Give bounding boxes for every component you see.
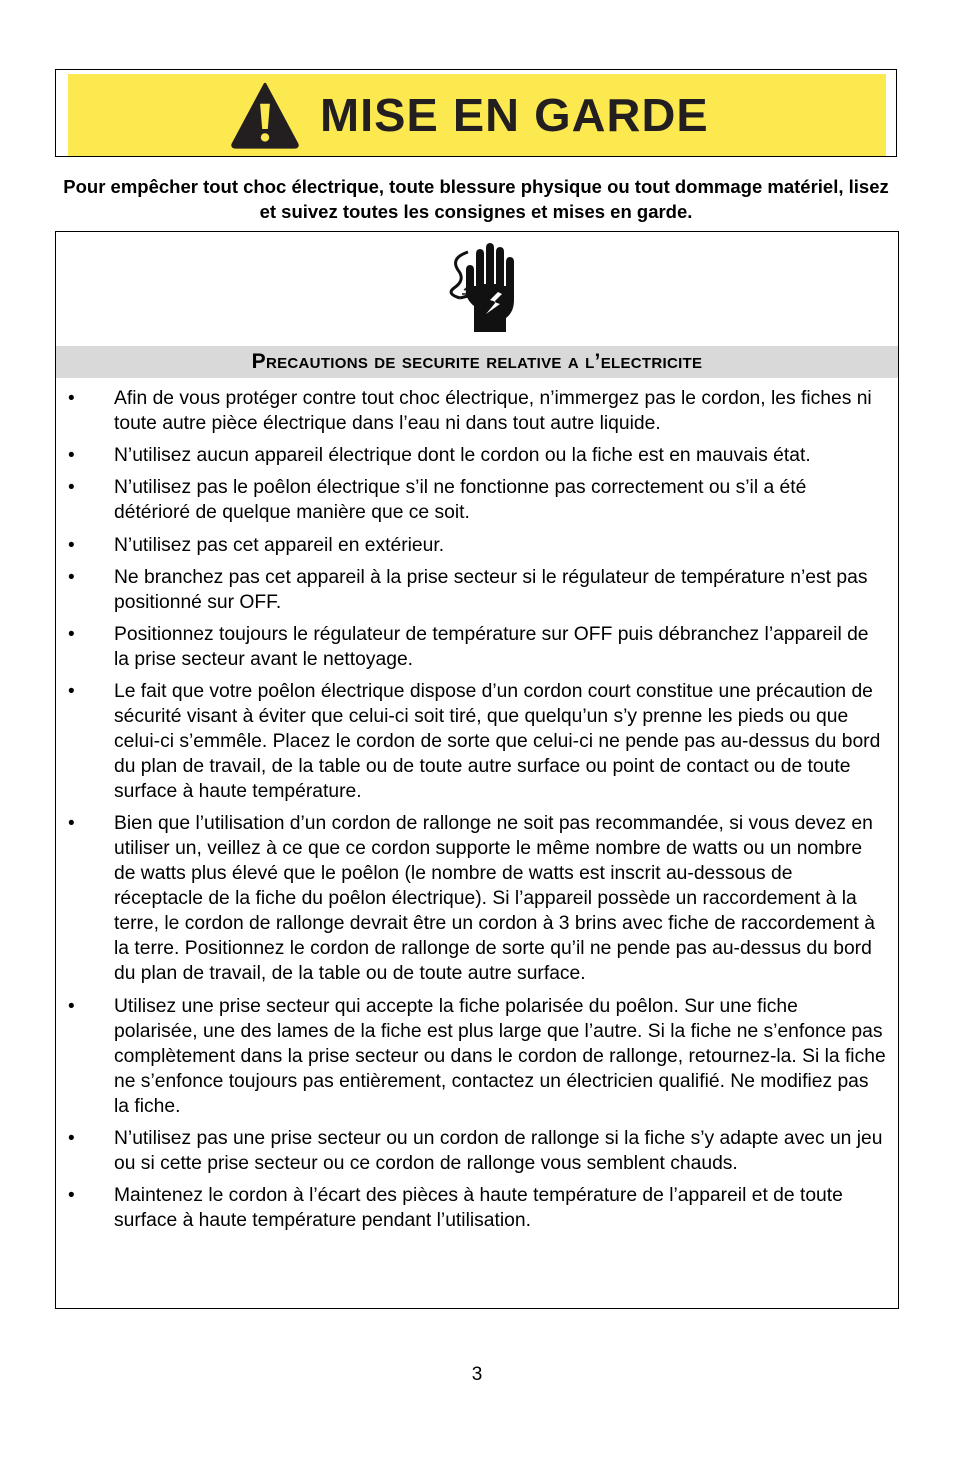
list-item-text: N’utilisez pas une prise secteur ou un cordon de rallonge si la fiche s’y adapte avec un jeu ou si cette prise secteur ou ce cordon de rallonge vous semblent chauds. (114, 1127, 883, 1174)
list-item-text: N’utilisez pas le poêlon électrique s’il ne fonctionne pas correctement ou s’il a été détérioré de quelque manière que ce soit. (114, 477, 807, 524)
list-item-text: Bien que l’utilisation d’un cordon de rallonge ne soit pas recommandée, si vous devez en utiliser un, veillez à ce que ce cordon supporte le même nombre de watts ou un nombre de watts plus élevé que le poêlon (le nombre de watts est inscrit au-dessous de réceptacle de la fiche du poêlon électrique). Si l’appareil possède un raccordement à la terre, le cordon de rallonge devrait être un cordon à 3 brins avec fiche de raccordement à la terre. Positionnez le cordon de rallonge de sorte qu’il ne pende pas au-dessus du bord du plan de travail, de la table ou de toute autre surface. (114, 813, 875, 985)
list-item (56, 1126, 898, 1176)
bullet: • (68, 477, 75, 499)
list-item-text: N’utilisez aucun appareil électrique dont le cordon ou la fiche est en mauvais état. (114, 445, 811, 467)
bullet: • (68, 995, 75, 1017)
list-item (56, 811, 898, 986)
electrical-safety-section (55, 231, 899, 1309)
page-number: 3 (471, 1364, 483, 1385)
list-item-text: Maintenez le cordon à l’écart des pièces à haute température de l’appareil et de toute surface à haute température pendant l’utilisation. (114, 1184, 843, 1231)
list-item-text: Positionnez toujours le régulateur de température sur OFF puis débranchez l’appareil de la prise secteur avant le nettoyage. (114, 623, 869, 670)
list-item (56, 386, 898, 436)
list-item (56, 679, 898, 804)
warning-header (55, 69, 897, 157)
bullet: • (68, 1127, 75, 1149)
section-header (56, 346, 898, 378)
list-item-text: Utilisez une prise secteur qui accepte la fiche polarisée du poêlon. Sur une fiche polarisée, une des lames de la fiche est plus large que l’autre. Si la fiche ne s’enfonce pas complètement dans la prise secteur ou dans le cordon de rallonge, retournez-la. Si la fiche ne s’enfonce toujours pas entièrement, contactez un électricien qualifié. Ne modifiez pas la fiche. (114, 995, 886, 1117)
list-item (56, 475, 898, 525)
bullet: • (68, 813, 75, 835)
list-item-text: N’utilisez pas cet appareil en extérieur. (114, 534, 445, 556)
list-item-text: Ne branchez pas cet appareil à la prise secteur si le régulateur de température n’est pas positionné sur OFF. (114, 566, 868, 613)
bullet: • (68, 388, 75, 409)
warning-triangle-icon (230, 80, 300, 150)
bullet: • (68, 623, 75, 645)
list-item (56, 533, 898, 558)
warning-banner (68, 74, 886, 156)
bullet: • (68, 1184, 75, 1206)
precautions-list (56, 386, 898, 1240)
list-item-text: Afin de vous protéger contre tout choc électrique, n’immergez pas le cordon, les fiches ni toute autre pièce électrique dans l’eau ni dans tout autre liquide. (114, 388, 872, 434)
section-title: Precautions de securite relative a l’electricite (251, 350, 703, 373)
bullet: • (68, 681, 75, 703)
list-item (56, 994, 898, 1119)
list-item (56, 565, 898, 615)
list-item (56, 443, 898, 468)
intro-text: Pour empêcher tout choc électrique, toute blessure physique ou tout dommage matériel, lisez et suivez toutes les consignes et mises en garde. (63, 176, 889, 222)
list-item (56, 622, 898, 672)
electric-shock-hand-icon (440, 240, 526, 336)
bullet: • (68, 534, 75, 556)
bullet: • (68, 445, 75, 467)
list-item (56, 1183, 898, 1233)
list-item-text: Le fait que votre poêlon électrique dispose d’un cordon court constitue une précaution de sécurité visant à éviter que celui-ci soit tiré, que quelqu’un s’y prenne les pieds ou que celui-ci s’emmêle. Placez le cordon de sorte que celui-ci ne pende pas au-dessus du bord du plan de travail, de la table ou de toute autre surface ou point de contact ou de toute surface à haute température. (114, 681, 881, 803)
bullet: • (68, 566, 75, 588)
warning-title: MISE EN GARDE (320, 89, 710, 141)
